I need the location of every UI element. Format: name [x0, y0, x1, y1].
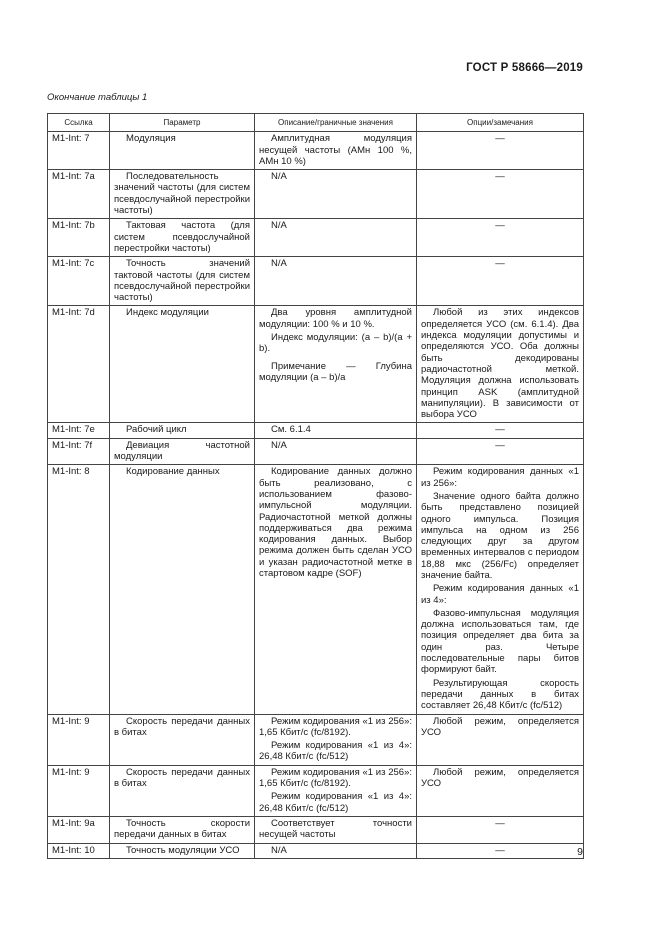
cell-text: Тактовая частота (для систем псевдослучайной перестройки частоты): [114, 220, 250, 254]
cell-ref: M1-Int: 7: [48, 132, 110, 170]
cell-text: Амплитудная модуляция несущей частоты (AMн 100 %, AMн 10 %): [259, 133, 412, 167]
cell-opt: [417, 714, 584, 765]
cell-text: Скорость передачи данных в битах: [114, 715, 250, 738]
cell-text: Режим кодирования данных «1 из 4»:: [421, 583, 579, 606]
cell-text: Индекс модуляции: (a – b)/(a + b).: [259, 332, 412, 355]
cell-ref: M1-Int: 7e: [48, 423, 110, 438]
table-header-row: [48, 114, 584, 132]
spec-table: [47, 113, 584, 859]
cell-ref: M1-Int: 7f: [48, 438, 110, 465]
cell-text: —: [495, 220, 505, 232]
cell-text: См. 6.1.4: [271, 424, 311, 436]
cell-desc: [255, 843, 417, 858]
cell-param: [110, 132, 255, 170]
cell-text: Кодирование данных должно быть реализовано, с использованием фазово-импульсной модуляции. Радиочастотной меткой должны поддерживаться два режима кодирования данных. Выбор режима должен быть сделан УСО и указан радиочастотной метке в стартовом кадре (SOF): [259, 466, 412, 579]
table-caption: Окончание таблицы 1: [47, 92, 148, 103]
cell-desc: [255, 132, 417, 170]
table-row: [48, 465, 584, 714]
cell-ref: M1-Int: 7d: [48, 306, 110, 423]
cell-text: —: [495, 171, 505, 183]
cell-ref: M1-Int: 7b: [48, 219, 110, 257]
cell-desc: [255, 816, 417, 843]
cell-text: Кодирование данных: [126, 466, 220, 478]
cell-text: Значение одного байта должно быть представлено позицией одного импульса. Позиция импульса на одном из 256 следующих друг за другом временных интервалов с периодом 18,88 мкс (256/Fc) определяет значение байта.: [421, 490, 579, 581]
cell-ref: M1-Int: 10: [48, 843, 110, 858]
cell-param: [110, 257, 255, 306]
cell-text: N/A: [271, 171, 287, 183]
cell-text: —: [495, 817, 505, 829]
document-code: ГОСТ Р 58666—2019: [466, 62, 583, 74]
cell-text: —: [495, 133, 505, 145]
cell-text: Режим кодирования «1 из 4»: 26,48 Кбит/с (fc/512): [259, 791, 412, 814]
note-text: Примечание — Глубина модуляции (a – b)/a: [259, 360, 412, 383]
cell-text: —: [495, 258, 505, 270]
cell-opt: [417, 423, 584, 438]
cell-text: Модуляция: [126, 133, 176, 145]
cell-opt: [417, 219, 584, 257]
cell-param: [110, 714, 255, 765]
cell-text: Любой режим, определяется УСО: [421, 715, 579, 738]
cell-text: Последовательность значений частоты (для систем псевдослучайной перестройки частоты): [114, 171, 250, 217]
cell-param: [110, 765, 255, 816]
cell-ref: M1-Int: 8: [48, 465, 110, 714]
cell-text: Режим кодирования данных «1 из 256»:: [421, 466, 579, 489]
cell-text: Рабочий цикл: [126, 424, 187, 436]
page-number: 9: [577, 846, 583, 858]
cell-opt: [417, 438, 584, 465]
cell-param: [110, 423, 255, 438]
table-row: [48, 132, 584, 170]
table-row: [48, 843, 584, 858]
column-header-opt: Опции/замечания: [417, 114, 584, 132]
cell-ref: M1-Int: 9: [48, 765, 110, 816]
cell-desc: [255, 765, 417, 816]
cell-text: N/A: [271, 439, 287, 451]
cell-desc: [255, 219, 417, 257]
cell-text: Скорость передачи данных в битах: [114, 766, 250, 790]
cell-opt: [417, 816, 584, 843]
cell-text: Девиация частотной модуляции: [114, 439, 250, 463]
cell-text: Индекс модуляции: [126, 307, 209, 319]
cell-param: [110, 816, 255, 843]
cell-text: N/A: [271, 258, 287, 270]
table-row: [48, 170, 584, 219]
cell-text: —: [495, 424, 505, 436]
cell-param: [110, 306, 255, 423]
cell-ref: M1-Int: 7a: [48, 170, 110, 219]
table-row: [48, 423, 584, 438]
cell-ref: M1-Int: 9a: [48, 816, 110, 843]
cell-opt: [417, 843, 584, 858]
cell-param: [110, 219, 255, 257]
table-row: [48, 257, 584, 306]
cell-text: Фазово-импульсная модуляция должна использоваться там, где позиция определяет два бита за один раз. Четыре последовательные пары битов формируют байт.: [421, 607, 579, 676]
cell-desc: [255, 170, 417, 219]
column-header-param: Параметр: [110, 114, 255, 132]
table-row: [48, 714, 584, 765]
cell-text: Соответствует точности несущей частоты: [259, 817, 412, 841]
cell-text: Любой режим, определяется УСО: [421, 766, 579, 790]
cell-desc: [255, 465, 417, 714]
cell-opt: [417, 132, 584, 170]
table-row: [48, 306, 584, 423]
cell-text: Результирующая скорость передачи данных в битах составляет 26,48 Кбит/с (fc/512): [421, 677, 579, 712]
cell-opt: [417, 765, 584, 816]
cell-text: Точность значений тактовой частоты (для систем псевдослучайной перестройки частоты): [114, 258, 250, 304]
cell-desc: [255, 423, 417, 438]
cell-desc: [255, 306, 417, 423]
cell-text: N/A: [271, 220, 287, 232]
cell-param: [110, 843, 255, 858]
cell-ref: M1-Int: 7c: [48, 257, 110, 306]
cell-param: [110, 438, 255, 465]
cell-text: Режим кодирования «1 из 4»: 26,48 Кбит/с (fc/512): [259, 740, 412, 763]
table-row: [48, 816, 584, 843]
cell-desc: [255, 257, 417, 306]
table-row: [48, 765, 584, 816]
cell-text: —: [495, 844, 505, 856]
cell-ref: M1-Int: 9: [48, 714, 110, 765]
cell-text: —: [495, 439, 505, 451]
cell-text: Режим кодирования «1 из 256»: 1,65 Кбит/с (fc/8192).: [259, 715, 412, 738]
cell-text: Точность скорости передачи данных в битах: [114, 817, 250, 841]
cell-param: [110, 465, 255, 714]
cell-text: Любой из этих индексов определяется УСО (см. 6.1.4). Два индекса модуляции допустимы и определяются УСО. Оба должны быть декодированы радиочастотной меткой. Модуляция должна использовать принцип ASK (амплитудной манипуляции). В зависимости от выбора УСО: [421, 307, 579, 421]
table-row: [48, 219, 584, 257]
cell-text: Точность модуляции УСО: [126, 844, 240, 856]
cell-opt: [417, 465, 584, 714]
cell-text: Два уровня амплитудной модуляции: 100 % и 10 %.: [259, 307, 412, 330]
cell-text: N/A: [271, 844, 287, 856]
cell-desc: [255, 714, 417, 765]
column-header-desc: Описание/граничные значения: [255, 114, 417, 132]
table-row: [48, 438, 584, 465]
cell-desc: [255, 438, 417, 465]
cell-opt: [417, 170, 584, 219]
cell-text: Режим кодирования «1 из 256»: 1,65 Кбит/с (fc/8192).: [259, 766, 412, 790]
cell-param: [110, 170, 255, 219]
cell-opt: [417, 257, 584, 306]
cell-opt: [417, 306, 584, 423]
column-header-ref: Ссылка: [48, 114, 110, 132]
